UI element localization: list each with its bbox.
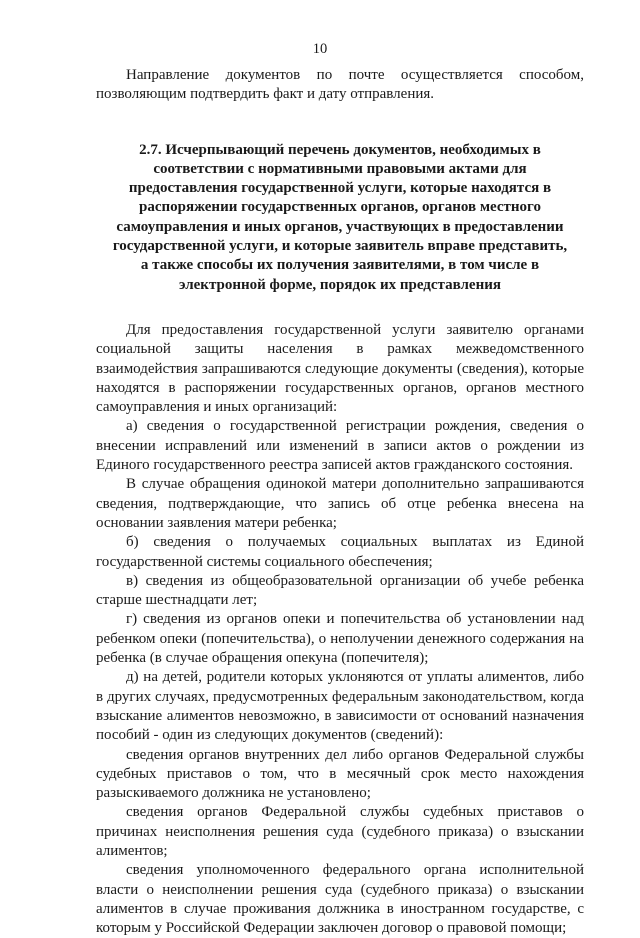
document-body bbox=[96, 66, 584, 938]
paragraph-item-d: д) на детей, родители которых уклоняются от уплаты алиментов, либо в других случаях, предусмотренных федеральным законодательством, когда взыскание алиментов невозможно, в зависимости от оснований назначения пособий - один из следующих документов (сведений): bbox=[96, 669, 584, 744]
section-heading: 2.7. Исчерпывающий перечень документов, необходимых в соответствии с нормативными правовыми актами для предоставления государственной услуги, которые находятся в распоряжении государственных органов, органов местного самоуправления и иных органов, участвующих в предоставлении государственной услуги, и которые заявитель вправе представить, а также способы их получения заявителями, в том числе в электронной форме, порядок их представления bbox=[112, 141, 568, 293]
paragraph-item-a: а) сведения о государственной регистрации рождения, сведения о внесении исправлений или изменений в записи актов о рождении из Единого государственного реестра записей актов гражданского состояния. bbox=[96, 418, 584, 474]
paragraph-police-bailiffs: сведения органов внутренних дел либо органов Федеральной службы судебных приставов о том, что в месячный срок место нахождения разыскиваемого должника не установлено; bbox=[96, 746, 584, 802]
intro-paragraph: Направление документов по почте осуществляется способом, позволяющим подтвердить факт и дату отправления. bbox=[96, 67, 584, 103]
paragraph-single-mother: В случае обращения одинокой матери дополнительно запрашиваются сведения, подтверждающие, что запись об отце ребенка внесена на основании заявления матери ребенка; bbox=[96, 476, 584, 531]
paragraph-request-list: Для предоставления государственной услуги заявителю органами социальной защиты населения в рамках межведомственного взаимодействия запрашиваются следующие документы (сведения), которые находятся в распоряжении государственных органов, органов местного самоуправления и иных организаций: bbox=[96, 321, 584, 416]
paragraph-item-g: г) сведения из органов опеки и попечительства об установлении над ребенком опеки (попечительства), о неполучении денежного содержания на ребенка (в случае обращения опекуна (попечителя); bbox=[96, 611, 584, 667]
paragraph-item-b: б) сведения о получаемых социальных выплатах из Единой государственной системы социального обеспечения; bbox=[96, 534, 584, 570]
paragraph-bailiffs-reasons: сведения органов Федеральной службы судебных приставов о причинах неисполнения решения суда (судебного приказа) о взыскании алиментов; bbox=[96, 804, 584, 859]
paragraph-foreign-debtor: сведения уполномоченного федерального органа исполнительной власти о неисполнении решения суда (судебного приказа) о взыскании алиментов в случае проживания должника в иностранном государстве, с которым у Российской Федерации заключен договор о правовой помощи; bbox=[96, 862, 584, 937]
page-number: 10 bbox=[312, 41, 328, 57]
paragraph-item-v: в) сведения из общеобразовательной организации об учебе ребенка старше шестнадцати лет; bbox=[96, 572, 584, 609]
